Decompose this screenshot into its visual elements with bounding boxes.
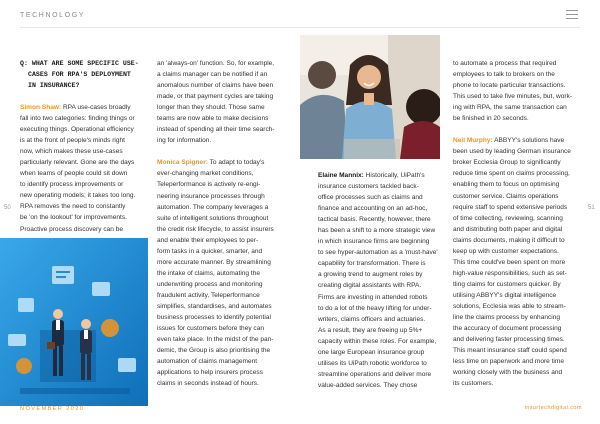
article-column-2 (157, 58, 285, 389)
text-line: RPA use-cases broadly (62, 104, 131, 111)
text-line: be 'on the lookout' for improvements. (20, 214, 127, 222)
text-line: claims in seconds instead of hours. (157, 380, 259, 388)
text-line: capability for transformation. There is (318, 260, 426, 268)
text-line: office processes such as claims and (318, 194, 423, 202)
issue-date: NOVEMBER 2020 (20, 406, 85, 412)
text-line: its customers. (453, 380, 494, 388)
text-line: high-value responsibilities, such as set- (453, 269, 567, 277)
text-line: business processes to identify potential (157, 314, 271, 322)
text-line: line the claims process by enhancing (453, 314, 560, 322)
speaker-name: Simon Shaw: (20, 104, 62, 111)
text-line: utilising ABBYY's digital intelligence (453, 291, 557, 299)
header-divider (20, 27, 580, 28)
text-line: the credit risk lifecycle, to assist insurers (157, 225, 274, 233)
text-line: reduce time spent on claims processing, (453, 170, 570, 178)
text-line: automation of claims management (157, 358, 258, 366)
office-photo (300, 35, 440, 159)
interview-question (20, 58, 144, 91)
speaker-name: Neil Murphy: (453, 137, 493, 145)
text-line: streamline operations and deliver more (318, 370, 432, 378)
text-line: phone to locate particular transactions. (453, 82, 566, 90)
question-line: Q: WHAT ARE SOME SPECIFIC USE- (20, 60, 139, 67)
text-line: utilises its UiPath robotic workforce to (318, 359, 427, 367)
website-link[interactable]: insurtechdigital.com (524, 405, 582, 411)
text-line: to see hyper-automation as a 'must-have' (318, 249, 438, 257)
speaker-name: Elaine Mannix: (318, 172, 364, 179)
text-line: This meant insurance staff could spend (453, 347, 567, 355)
text-line: and enable their employees to per- (157, 236, 259, 244)
text-line: in which insurance firms are beginning (318, 238, 430, 246)
text-line: Historically, UiPath's (365, 172, 425, 179)
text-line: has been a shift to a more strategic view (318, 227, 436, 235)
text-line: automation. The company leverages a (157, 203, 269, 211)
text-line: the intake of claims, automating the (157, 269, 260, 277)
text-line: fraudulent activity, Teleperformance (157, 291, 260, 299)
text-line: an 'always-on' function. So, for example, (157, 60, 275, 67)
text-line: This time could've been spent on more (453, 258, 566, 266)
text-line: tling claims for customers quicker. By (453, 280, 561, 288)
text-line: when teams of people could sit down (20, 170, 128, 178)
answer-paragraph (318, 170, 448, 391)
text-line: tactical basis. Recently, however, there (318, 216, 431, 224)
text-line: longer than they should. Those same (157, 104, 265, 112)
text-line: keep up with customer expectations. (453, 247, 559, 255)
text-line: is at the front of people's minds right (20, 137, 125, 145)
text-line: broker Ecclesia Group to significantly (453, 159, 561, 167)
text-line: As a result, they are freeing up 5%+ (318, 326, 423, 334)
section-title: TECHNOLOGY (20, 12, 86, 19)
text-line: insurance customers tackled back- (318, 183, 419, 191)
text-line: anomalous number of claims have been (157, 82, 274, 90)
text-line: Teleperformance is actively re-engi- (157, 181, 261, 189)
hamburger-menu-icon[interactable] (566, 10, 578, 20)
text-line: Proactive process discovery can be (20, 225, 123, 233)
text-line: be finished in 20 seconds. (453, 115, 529, 123)
text-line: claims documents, making it difficult to (453, 236, 565, 244)
text-line: more accurate manner. By streamlining (157, 258, 271, 266)
article-column-1 (20, 58, 144, 235)
text-line: teams are now able to make decisions (157, 115, 269, 123)
page-number-left: 50 (4, 205, 11, 211)
speaker-name: Monica Spigner: (157, 159, 208, 167)
text-line: neering insurance processes through (157, 192, 265, 200)
text-line: issues for customers before they can (157, 325, 264, 333)
question-line: IN INSURANCE? (28, 82, 80, 89)
text-line: to automate a process that required (453, 60, 557, 67)
text-line: require staff to spend extensive periods (453, 203, 568, 211)
text-line: and distributing both paper and digital (453, 225, 563, 233)
text-line: creating digital assistants with RPA. (318, 282, 422, 290)
text-line: to identify process improvements or (20, 181, 124, 189)
text-line: to do a lot of the heavy lifting for under- (318, 304, 432, 312)
text-line: writers, claims officers and actuaries. (318, 315, 426, 323)
text-line: RPA removes the need to constantly (20, 203, 126, 211)
text-line: of time collecting, reviewing, scanning (453, 214, 563, 222)
text-line: employees to talk to brokers on the (453, 71, 555, 79)
text-line: ing for information. (157, 137, 212, 145)
text-line: a claims manager can be notified if an (157, 71, 268, 79)
text-line: finance and accounting on an ad-hoc, (318, 205, 428, 213)
page-number-right: 51 (588, 205, 595, 211)
text-line: the accuracy of document processing (453, 325, 562, 333)
business-people-illustration (0, 238, 148, 406)
article-column-4 (453, 58, 581, 389)
answer-paragraph (20, 102, 144, 235)
text-line: simplifies, standardises, and automates (157, 302, 272, 310)
text-line: demic, the Group is also prioritising the (157, 347, 271, 355)
text-line: and delivering faster processing times. (453, 336, 565, 344)
text-line: capacity within these roles. For example, (318, 337, 437, 345)
text-line: suite of intelligent solutions throughout (157, 214, 269, 222)
text-line: Firms are investing in attended robots (318, 293, 428, 301)
text-line: value-added services. They chose (318, 381, 418, 389)
text-line: fall into two categories: finding things or (20, 115, 135, 123)
answer-paragraph (453, 58, 581, 124)
text-line: instead of spending all their time search- (157, 126, 275, 134)
answer-paragraph (157, 58, 285, 146)
text-line: new operating models; it takes too long. (20, 192, 136, 200)
text-line: enabling them to focus on optimising (453, 181, 560, 189)
text-line: ever-changing market conditions, (157, 170, 254, 178)
text-line: To adapt to today's (209, 159, 265, 167)
answer-paragraph (157, 157, 285, 389)
text-line: even take place. In the midst of the pan- (157, 336, 274, 344)
text-line: form tasks in a quicker, smarter, and (157, 247, 263, 255)
text-line: applications to help insurers process (157, 369, 263, 377)
text-line: been used by leading German insurance (453, 148, 571, 156)
text-line: made, or that payment cycles are taking (157, 93, 274, 101)
text-line: This used to take five minutes, but, work- (453, 93, 572, 101)
text-line: now, which makes these use-cases (20, 148, 123, 156)
text-line: executing things. Operational efficiency (20, 126, 134, 134)
answer-paragraph (453, 135, 581, 389)
text-line: ABBYY's solutions have (494, 137, 565, 145)
text-line: working closely with the business and (453, 369, 563, 377)
text-line: one large European insurance group (318, 348, 425, 356)
text-line: underwriting process and monitoring (157, 280, 263, 288)
question-line: CASES FOR RPA'S DEPLOYMENT (28, 71, 131, 78)
text-line: customer service. Claims operations (453, 192, 559, 200)
text-line: ing with RPA, the same transaction can (453, 104, 567, 112)
text-line: a growing trend to augment roles by (318, 271, 423, 279)
article-column-3 (318, 170, 448, 391)
text-line: particularly relevant. Gone are the days (20, 159, 135, 167)
text-line: solutions, Ecclesia was able to stream- (453, 302, 566, 310)
text-line: less time on paperwork and more time (453, 358, 564, 366)
